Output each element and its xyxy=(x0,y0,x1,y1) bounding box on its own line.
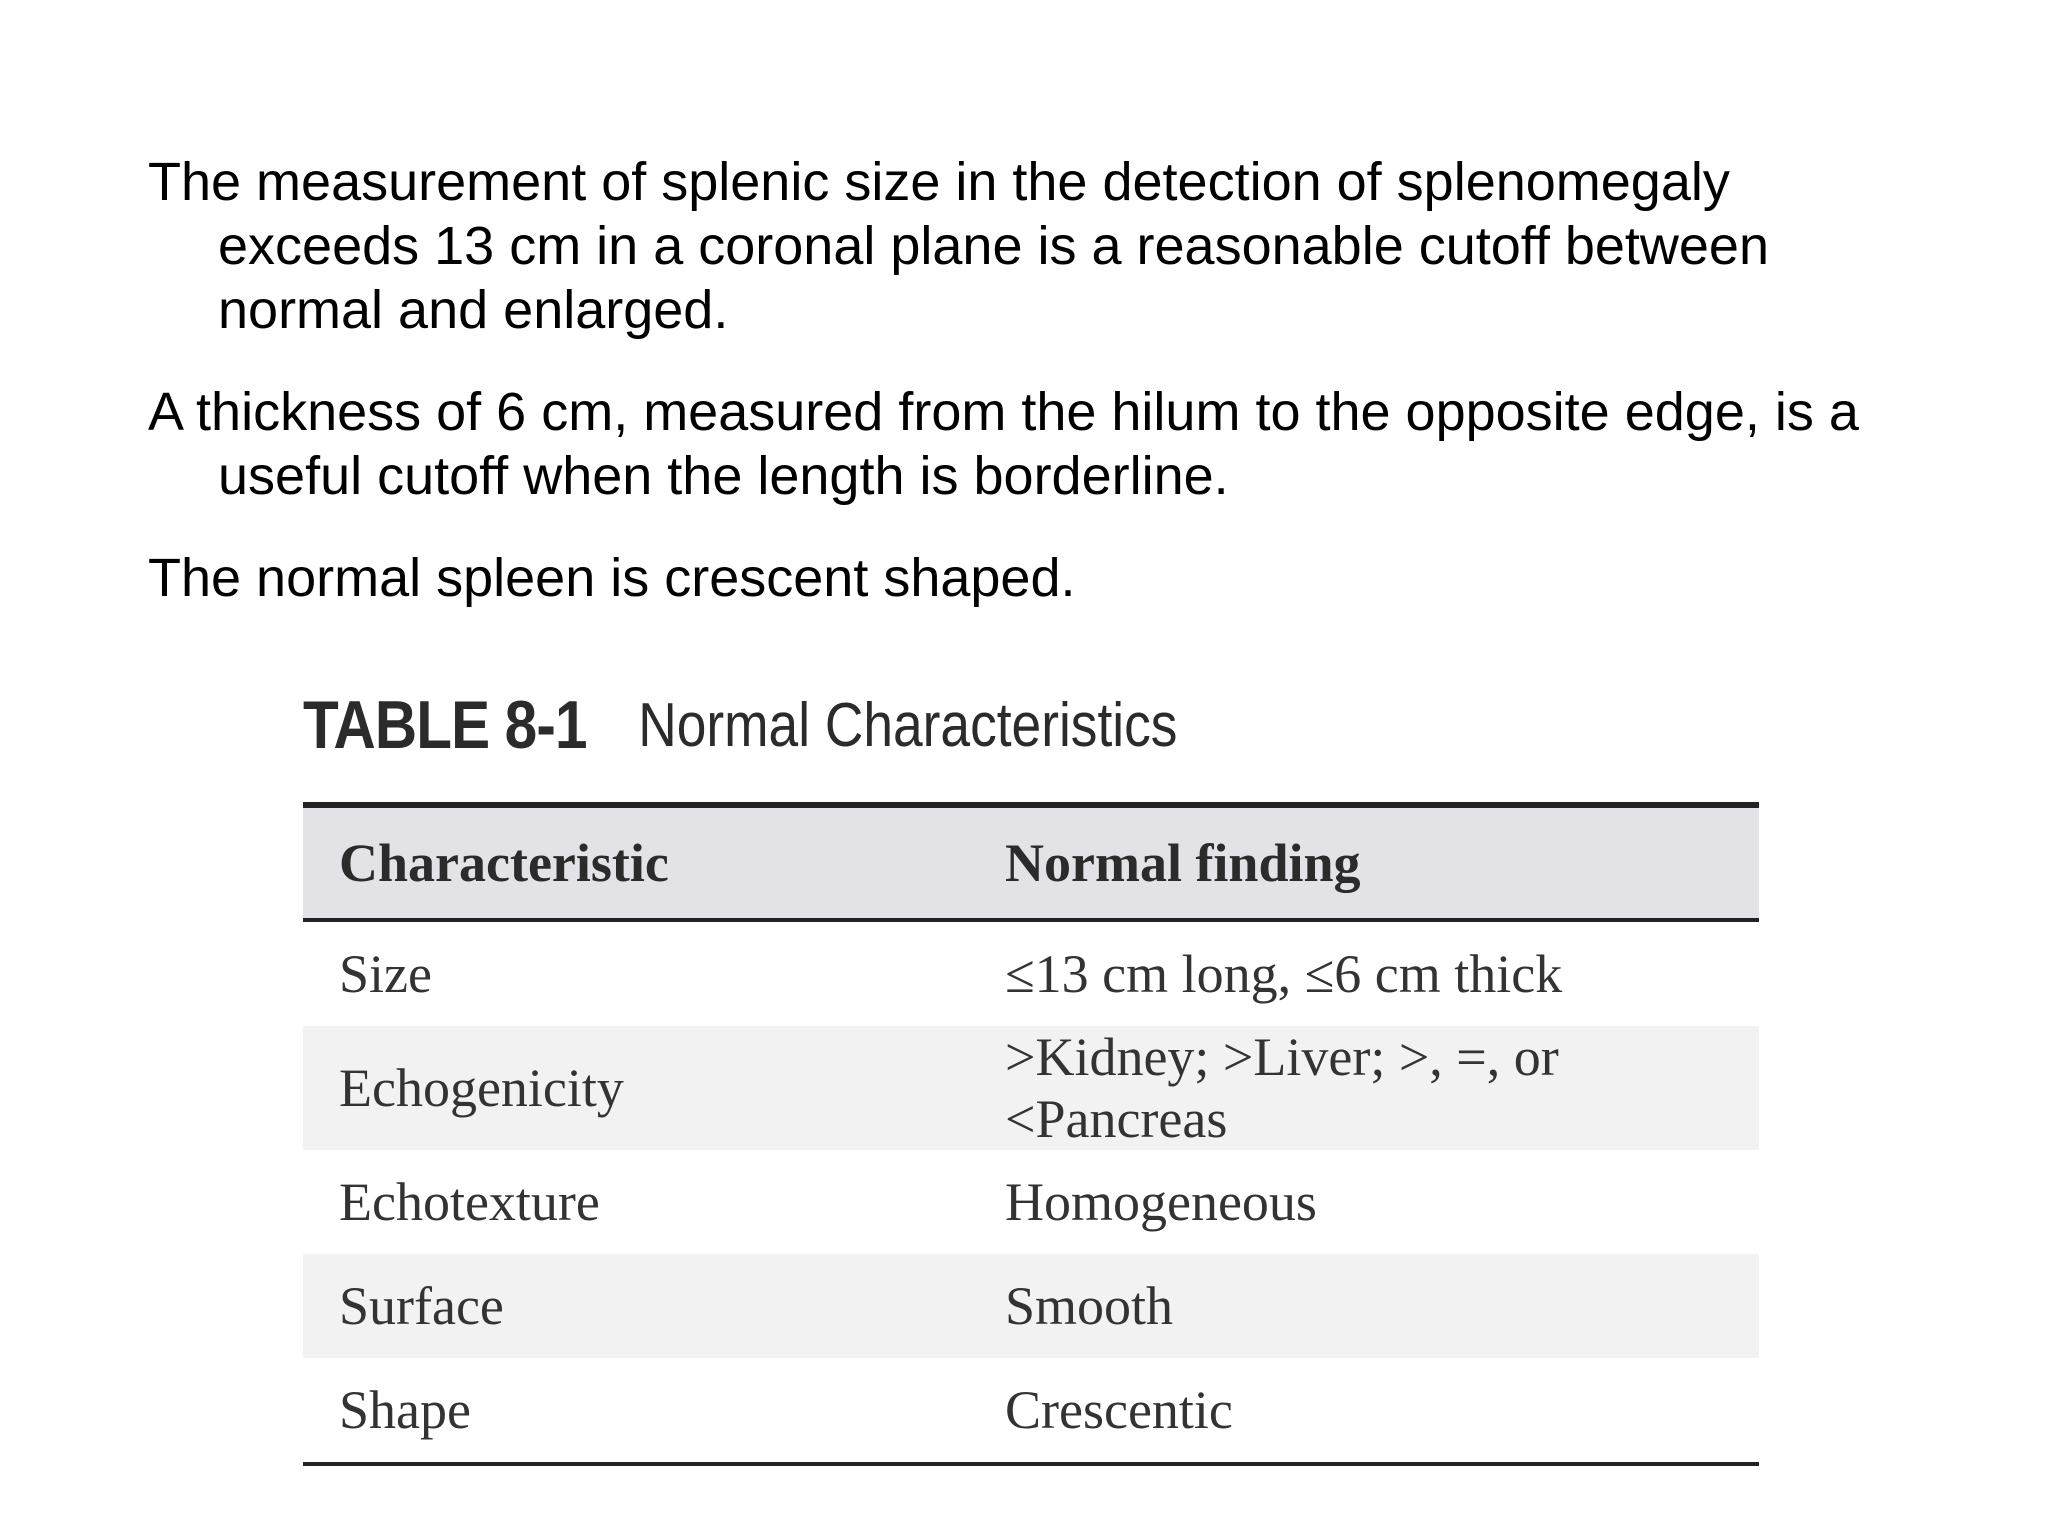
cell-normal-finding: Homogeneous xyxy=(1005,1172,1317,1232)
table-row xyxy=(303,920,1759,1026)
paragraph-thickness: A thickness of 6 cm, measured from the hilum to the opposite edge, is a useful cutoff when the length is borderline. xyxy=(148,382,1859,506)
cell-normal-finding: >Kidney; >Liver; >, =, or <Pancreas xyxy=(1005,1027,1559,1149)
header-characteristic: Characteristic xyxy=(339,833,669,893)
table-row xyxy=(303,1358,1759,1464)
table-header xyxy=(303,805,1759,920)
paragraph-shape: The normal spleen is crescent shaped. xyxy=(148,548,1076,608)
cell-normal-finding: Smooth xyxy=(1005,1276,1174,1336)
paragraph-splenic-size: The measurement of splenic size in the detection of splenomegaly exceeds 13 cm in a coronal plane is a reasonable cutoff between normal and enlarged. xyxy=(148,152,1769,340)
table-row xyxy=(303,1254,1759,1358)
cell-characteristic: Echotexture xyxy=(339,1172,600,1232)
normal-characteristics-table xyxy=(303,802,1759,1466)
table-row xyxy=(303,1026,1759,1150)
cell-characteristic: Surface xyxy=(339,1276,504,1336)
cell-characteristic: Shape xyxy=(339,1380,471,1440)
text-body xyxy=(148,150,1938,648)
cell-normal-finding: Crescentic xyxy=(1005,1380,1233,1440)
table-figure xyxy=(303,670,1759,1466)
table-header-row xyxy=(303,805,1759,920)
header-normal-finding: Normal finding xyxy=(1005,833,1361,893)
table-row xyxy=(303,1150,1759,1254)
table-label: TABLE 8-1 xyxy=(303,687,587,763)
cell-characteristic: Size xyxy=(339,944,432,1004)
table-body xyxy=(303,920,1759,1464)
table-caption xyxy=(303,670,1555,780)
cell-normal-finding: ≤13 cm long, ≤6 cm thick xyxy=(1005,944,1563,1004)
table-title: Normal Characteristics xyxy=(638,690,1178,760)
cell-characteristic: Echogenicity xyxy=(339,1058,624,1118)
